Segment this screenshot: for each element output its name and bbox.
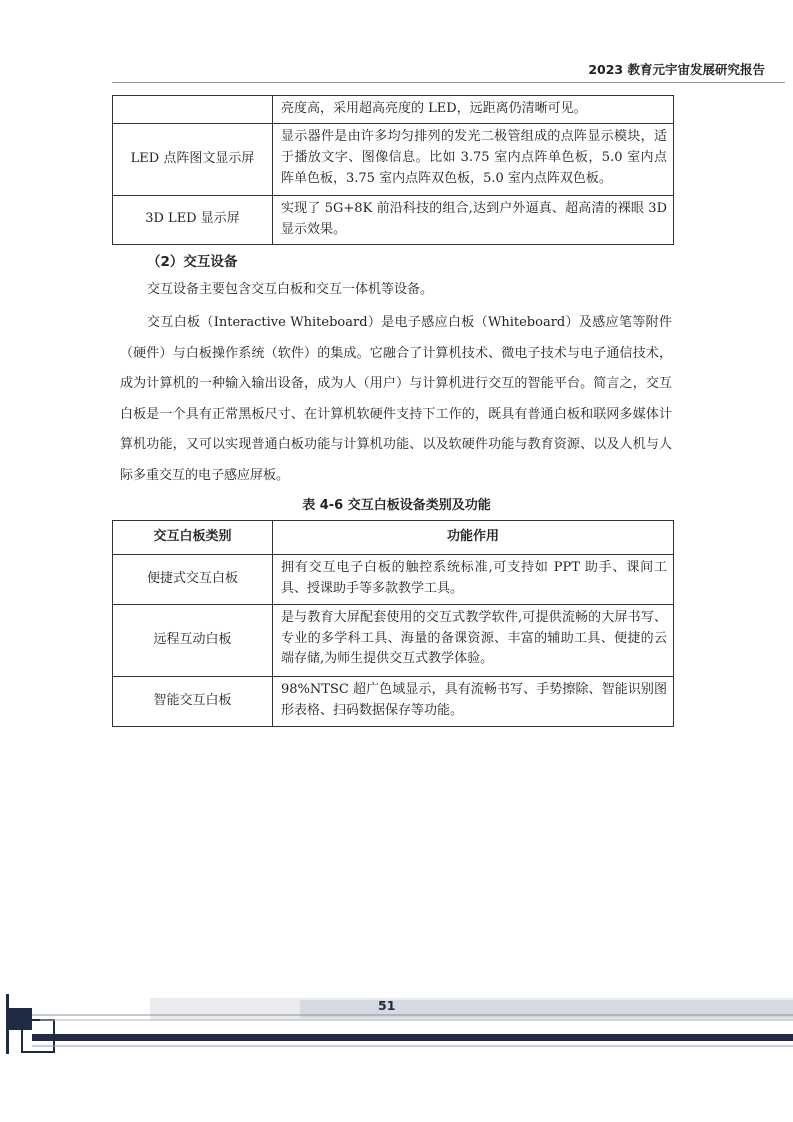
table-cell-category: 智能交互白板	[113, 676, 273, 726]
table-cell-category	[113, 96, 273, 124]
section-heading: （2）交互设备	[147, 254, 238, 270]
table-cell-description: 实现了 5G+8K 前沿科技的组合,达到户外逼真、超高清的裸眼 3D 显示效果。	[273, 196, 674, 245]
table-cell-description: 显示器件是由许多均匀排列的发光二极管组成的点阵显示模块，适于播放文字、图像信息。比如 3.75 室内点阵单色板，5.0 室内点阵单色板，3.75 室内点阵双色板，5.0 室内点阵双色板。	[273, 124, 674, 196]
paragraph: 交互白板（Interactive Whiteboard）是电子感应白板（Whiteboard）及感应笔等附件（硬件）与白板操作系统（软件）的集成。它融合了计算机技术、微电子技术与电子通信技术，成为计算机的一种输入输出设备，成为人（用户）与计算机进行交互的智能平台。简言之，交互白板是一个具有正常黑板尺寸、在计算机软硬件支持下工作的，既具有普通白板和联网多媒体计算机功能，又可以实现普通白板功能与计算机功能、以及软硬件功能与教育资源、以及人机与人际多重交互的电子感应屏板。	[120, 315, 672, 483]
paragraph: 交互设备主要包含交互白板和交互一体机等设备。	[147, 282, 434, 297]
table-cell-category: 3D LED 显示屏	[113, 196, 273, 245]
table-cell-category: LED 点阵图文显示屏	[113, 124, 273, 196]
table-header-row	[113, 521, 674, 555]
table-row	[113, 676, 674, 726]
report-header-title: 2023 教育元宇宙发展研究报告	[588, 62, 765, 77]
table-row	[113, 604, 674, 676]
header-divider	[112, 82, 785, 83]
table-caption: 表 4-6 交互白板设备类别及功能	[302, 498, 491, 513]
table-row	[113, 124, 674, 196]
table-row	[113, 196, 674, 245]
footer-decoration	[0, 990, 793, 1060]
table-cell-description: 亮度高，采用超高亮度的 LED，远距离仍清晰可见。	[273, 96, 674, 124]
led-display-table	[112, 95, 674, 245]
whiteboard-table	[112, 520, 674, 727]
table-cell-description: 98%NTSC 超广色域显示，具有流畅书写、手势擦除、智能识别图形表格、扫码数据保存等功能。	[273, 676, 674, 726]
table-row	[113, 96, 674, 124]
table-cell-category: 远程互动白板	[113, 604, 273, 676]
page-number: 51	[378, 998, 396, 1013]
table-cell-category: 便捷式交互白板	[113, 554, 273, 604]
column-header-category: 交互白板类别	[113, 521, 273, 555]
column-header-function: 功能作用	[273, 521, 674, 555]
table-row	[113, 554, 674, 604]
table-cell-description: 拥有交互电子白板的触控系统标准,可支持如 PPT 助手、课间工具、授课助手等多款教学工具。	[273, 554, 674, 604]
table-cell-description: 是与教育大屏配套使用的交互式教学软件,可提供流畅的大屏书写、专业的多学科工具、海量的备课资源、丰富的辅助工具、便捷的云端存储,为师生提供交互式教学体验。	[273, 604, 674, 676]
footer-navy-bar	[32, 1034, 793, 1041]
